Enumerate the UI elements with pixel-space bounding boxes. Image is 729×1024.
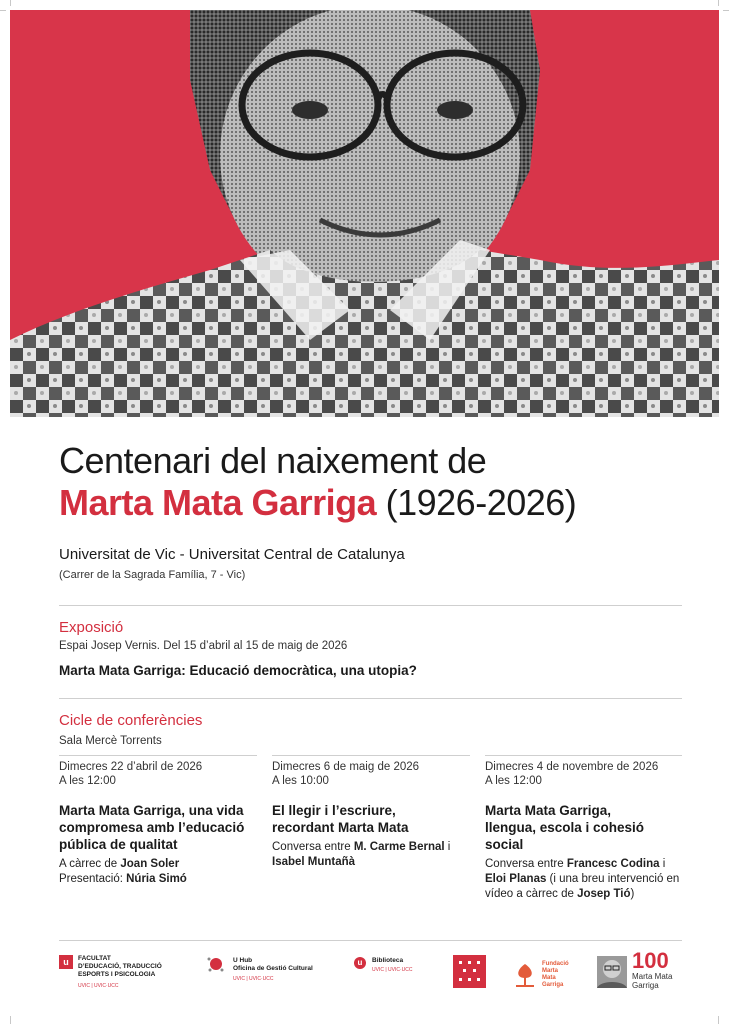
lecture-speaker	[59, 857, 259, 887]
uhub-logo-line: Oficina de Gestió Cultural	[233, 965, 313, 972]
exhibition-heading: Exposició	[59, 619, 124, 636]
centenari-name-line: Garriga	[632, 981, 659, 990]
crop-mark	[718, 0, 719, 6]
page-title: Centenari del naixement de	[59, 440, 487, 481]
speaker-name: Eloi Planas	[485, 873, 547, 885]
centenari-name	[632, 972, 672, 990]
crop-mark	[723, 10, 729, 11]
speaker-joiner: i	[444, 841, 451, 853]
lecture-date: Dimecres 22 d’abril de 2026	[59, 761, 203, 773]
speaker-name: Joan Soler	[120, 858, 180, 870]
fundacio-logo	[542, 961, 569, 989]
uhub-logo	[233, 957, 313, 973]
speaker-name: Francesc Codina	[566, 858, 660, 870]
lecture-time: A les 12:00	[485, 775, 542, 787]
fundacio-logo-line: Fundació	[542, 961, 569, 967]
uhub-logo-line: U Hub	[233, 957, 253, 964]
lecture-card	[272, 760, 472, 870]
partner-logo-icon	[453, 955, 486, 988]
institution-address: (Carrer de la Sagrada Família, 7 - Vic)	[59, 569, 246, 581]
lecture-speaker	[485, 857, 680, 902]
page-subtitle	[59, 482, 576, 524]
crop-mark	[718, 1016, 719, 1024]
biblioteca-logo-sub: UVIC | UVIC·UCC	[372, 967, 413, 973]
divider	[59, 755, 257, 756]
lecture-title: Marta Mata Garriga, llengua, escola i cohesió social	[485, 803, 645, 852]
biblioteca-logo-icon: u	[354, 957, 366, 969]
speaker-end: )	[630, 888, 635, 900]
presenter-name: Núria Simó	[126, 873, 187, 885]
divider	[485, 755, 682, 756]
lecture-title: El llegir i l’escriure, recordant Marta Mata	[272, 803, 409, 835]
speaker-name: M. Carme Bernal	[353, 841, 445, 853]
lecture-date: Dimecres 6 de maig de 2026	[272, 761, 420, 773]
lecture-date: Dimecres 4 de novembre de 2026	[485, 761, 659, 773]
centenari-portrait-thumbnail	[597, 956, 627, 988]
speaker-name: Isabel Muntañà	[272, 856, 356, 868]
fundacio-logo-line: Marta	[542, 968, 559, 974]
fundacio-logo-line: Garriga	[542, 982, 564, 988]
uvic-logo-icon: u	[59, 955, 73, 969]
lecture-cycle-heading: Cicle de conferències	[59, 712, 203, 729]
fundacio-tree-icon	[512, 962, 538, 988]
honoree-years: (1926-2026)	[385, 482, 577, 523]
faculty-logo-line: ESPORTS I PSICOLOGIA	[78, 971, 156, 978]
lecture-time: A les 12:00	[59, 775, 116, 787]
crop-mark	[0, 10, 6, 11]
honoree-name: Marta Mata Garriga	[59, 482, 377, 523]
uhub-logo-icon	[207, 955, 225, 973]
lecture-title: Marta Mata Garriga, una vida compromesa amb l’educació pública de qualitat	[59, 803, 245, 852]
lecture-speaker	[272, 840, 472, 870]
lecture-card	[485, 760, 685, 902]
speaker-prefix: A càrrec de	[59, 858, 121, 870]
lecture-time: A les 10:00	[272, 775, 329, 787]
faculty-logo-sub: UVIC | UVIC·UCC	[78, 983, 119, 989]
biblioteca-logo: Biblioteca	[372, 957, 404, 964]
speaker-prefix: Conversa entre	[272, 841, 354, 853]
lecture-cycle-place: Sala Mercè Torrents	[59, 735, 162, 747]
crop-mark	[10, 0, 11, 6]
faculty-logo-line: FACULTAT	[78, 955, 111, 962]
crop-mark	[10, 1016, 11, 1024]
divider	[59, 605, 682, 606]
institution-name: Universitat de Vic - Universitat Central de Catalunya	[59, 546, 405, 563]
speaker-joiner: i	[659, 858, 666, 870]
portrait-photo	[10, 10, 719, 417]
faculty-logo-line: D’EDUCACIÓ, TRADUCCIÓ	[78, 963, 162, 970]
lecture-card	[59, 760, 259, 887]
divider	[59, 698, 682, 699]
presenter-prefix: Presentació:	[59, 873, 127, 885]
fundacio-logo-line: Mata	[542, 975, 556, 981]
exhibition-place: Espai Josep Vernis. Del 15 d’abril al 15 de maig de 2026	[59, 640, 348, 652]
centenari-name-line: Marta Mata	[632, 972, 673, 981]
divider	[272, 755, 470, 756]
divider	[59, 940, 682, 941]
speaker-name: Josep Tió	[577, 888, 631, 900]
portrait-illustration	[10, 10, 719, 417]
exhibition-title: Marta Mata Garriga: Educació democràtica, una utopia?	[59, 663, 417, 678]
faculty-logo	[78, 955, 162, 979]
centenari-number: 100	[632, 948, 669, 973]
speaker-prefix: Conversa entre	[485, 858, 567, 870]
uhub-logo-sub: UVIC | UVIC·UCC	[233, 976, 274, 982]
speaker-suffix: (i una breu intervenció en vídeo a càrrec de	[485, 873, 680, 900]
